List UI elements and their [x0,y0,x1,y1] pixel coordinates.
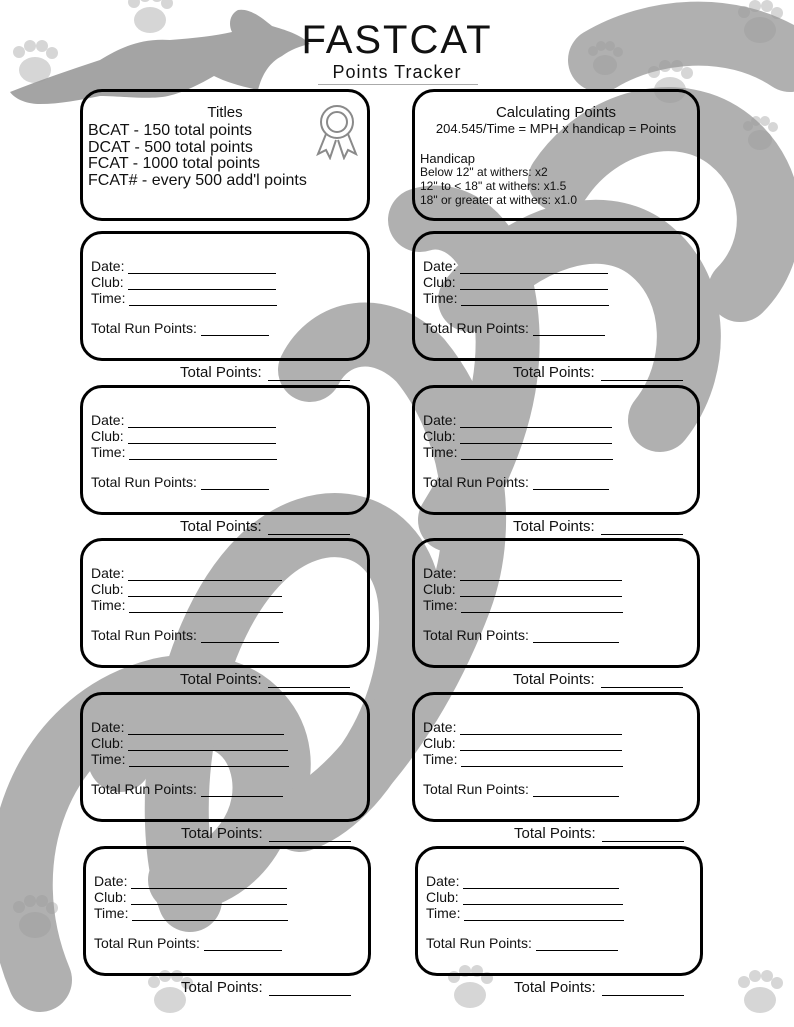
date-field[interactable] [91,719,284,735]
run-points-field[interactable] [91,320,269,336]
handicap-heading: Handicap [420,151,475,166]
time-label: Time: [91,597,126,613]
date-field[interactable] [423,565,622,581]
run-card [412,692,700,822]
date-field[interactable] [423,412,612,428]
time-field[interactable] [91,751,289,767]
run-card [412,385,700,515]
run-points-field[interactable] [423,474,609,490]
run-points-field[interactable] [91,627,279,643]
total-points-label: Total Points: [513,518,595,535]
club-field[interactable] [423,735,622,751]
run-card [415,846,703,976]
run-points-field[interactable] [423,781,619,797]
date-field[interactable] [423,258,608,274]
run-points-label: Total Run Points: [91,627,197,643]
total-points-label: Total Points: [513,364,595,381]
run-points-label: Total Run Points: [423,627,529,643]
date-label: Date: [423,719,457,735]
club-field[interactable] [94,889,287,905]
total-points-field[interactable] [514,979,684,996]
date-field[interactable] [423,719,622,735]
club-label: Club: [91,581,124,597]
time-label: Time: [91,290,126,306]
club-label: Club: [426,889,459,905]
time-label: Time: [423,444,458,460]
time-field[interactable] [91,290,277,306]
time-field[interactable] [423,597,623,613]
total-points-label: Total Points: [514,825,596,842]
date-label: Date: [91,258,125,274]
total-points-label: Total Points: [180,364,262,381]
total-points-label: Total Points: [180,518,262,535]
total-points-label: Total Points: [513,671,595,688]
time-label: Time: [426,905,461,921]
club-label: Club: [423,581,456,597]
run-points-field[interactable] [426,935,618,951]
date-label: Date: [426,873,460,889]
run-points-label: Total Run Points: [91,320,197,336]
calculating-points-box [412,89,700,221]
date-field[interactable] [91,412,276,428]
time-label: Time: [423,290,458,306]
time-field[interactable] [94,905,288,921]
run-card [80,231,370,361]
club-label: Club: [91,735,124,751]
run-card [83,846,371,976]
club-field[interactable] [91,274,276,290]
titles-box [80,89,370,221]
run-points-field[interactable] [423,320,605,336]
date-label: Date: [423,258,457,274]
total-points-field[interactable] [180,518,350,535]
run-card [80,692,370,822]
time-label: Time: [91,751,126,767]
run-card [80,538,370,668]
date-label: Date: [423,412,457,428]
run-points-field[interactable] [91,781,283,797]
run-card [412,538,700,668]
date-field[interactable] [91,565,282,581]
club-label: Club: [423,735,456,751]
time-label: Time: [423,597,458,613]
time-field[interactable] [423,290,609,306]
title-item-fcat-plus: FCAT# - every 500 add'l points [88,171,307,189]
date-field[interactable] [91,258,276,274]
time-field[interactable] [91,597,283,613]
total-points-field[interactable] [513,364,683,381]
run-points-label: Total Run Points: [91,781,197,797]
run-points-label: Total Run Points: [423,320,529,336]
title-item-bcat: BCAT - 150 total points [88,122,252,139]
club-label: Club: [91,428,124,444]
total-points-label: Total Points: [181,825,263,842]
calc-formula: 204.545/Time = MPH x handicap = Points [435,121,677,136]
club-label: Club: [94,889,127,905]
handicap-item: 12" to < 18" at withers: x1.5 [420,179,567,193]
handicap-item: 18" or greater at withers: x1.0 [420,193,578,207]
run-points-label: Total Run Points: [94,935,200,951]
club-field[interactable] [91,428,276,444]
header-divider [318,84,478,85]
total-points-label: Total Points: [181,979,263,996]
run-points-label: Total Run Points: [426,935,532,951]
club-label: Club: [91,274,124,290]
total-points-field[interactable] [180,364,350,381]
total-points-label: Total Points: [180,671,262,688]
run-points-label: Total Run Points: [423,474,529,490]
date-label: Date: [423,565,457,581]
page-subtitle: Points Tracker [332,62,462,82]
time-field[interactable] [423,444,613,460]
titles-heading: Titles [207,104,243,121]
title-item-fcat: FCAT - 1000 total points [88,155,260,172]
run-points-label: Total Run Points: [91,474,197,490]
club-label: Club: [423,274,456,290]
club-field[interactable] [426,889,623,905]
total-points-field[interactable] [514,825,684,842]
time-field[interactable] [426,905,624,921]
time-field[interactable] [91,444,277,460]
time-label: Time: [423,751,458,767]
time-label: Time: [94,905,129,921]
run-card [80,385,370,515]
time-field[interactable] [423,751,623,767]
title-item-dcat: DCAT - 500 total points [88,138,253,156]
date-label: Date: [91,412,125,428]
date-field[interactable] [426,873,619,889]
club-field[interactable] [423,274,608,290]
handicap-item: Below 12" at withers: x2 [420,165,548,179]
club-field[interactable] [91,735,288,751]
club-field[interactable] [91,581,282,597]
date-label: Date: [94,873,128,889]
total-points-field[interactable] [181,825,351,842]
titles-list [88,123,307,189]
date-label: Date: [91,565,125,581]
total-points-label: Total Points: [514,979,596,996]
run-points-field[interactable] [94,935,282,951]
club-label: Club: [423,428,456,444]
run-points-label: Total Run Points: [423,781,529,797]
run-card [412,231,700,361]
total-points-field[interactable] [513,671,683,688]
total-points-field[interactable] [181,979,351,996]
run-points-field[interactable] [91,474,269,490]
date-field[interactable] [94,873,287,889]
club-field[interactable] [423,428,612,444]
page-title: FASTCAT [301,18,493,62]
club-field[interactable] [423,581,622,597]
run-points-field[interactable] [423,627,619,643]
time-label: Time: [91,444,126,460]
calc-heading: Calculating Points [495,104,617,121]
page-header [0,18,794,82]
total-points-field[interactable] [513,518,683,535]
handicap-list [420,165,577,207]
total-points-field[interactable] [180,671,350,688]
date-label: Date: [91,719,125,735]
